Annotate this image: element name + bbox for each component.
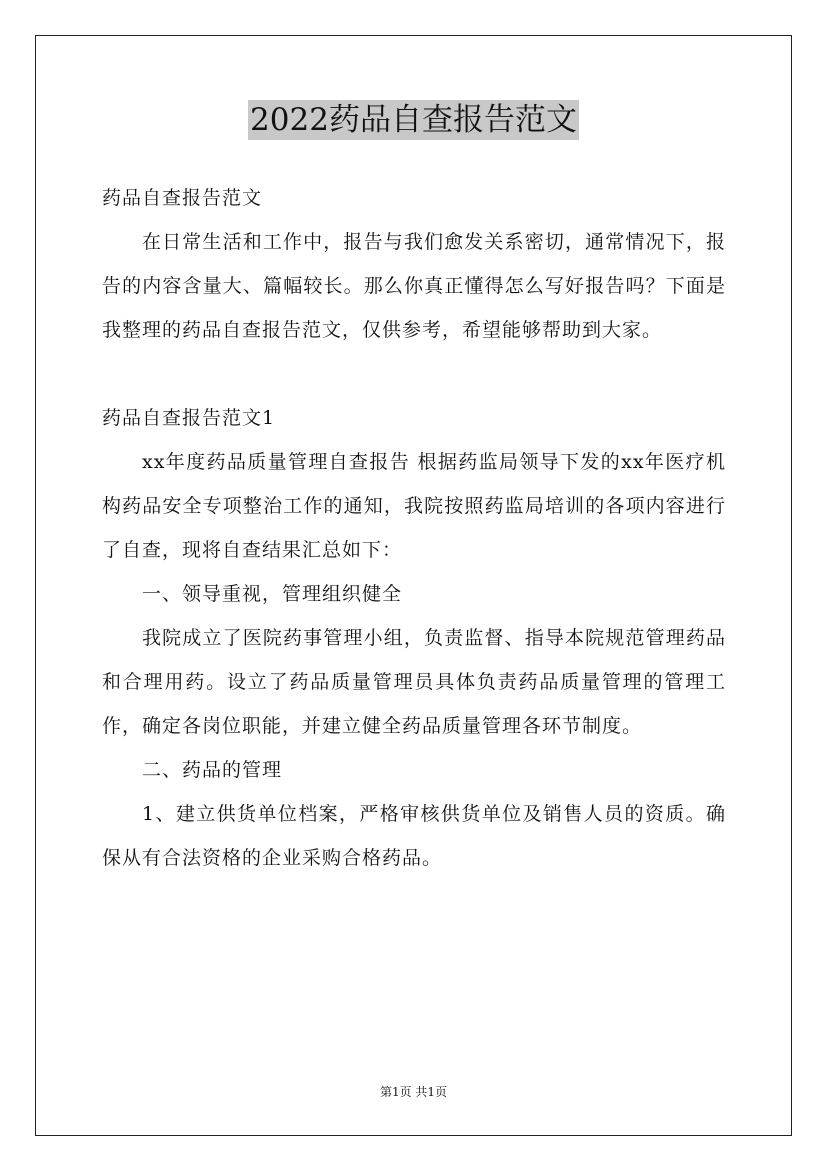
paragraph-report-intro: xx年度药品质量管理自查报告 根据药监局领导下发的xx年医疗机构药品安全专项整治工作的通知，我院按照药监局培训的各项内容进行了自查，现将自查结果汇总如下： <box>102 451 726 561</box>
paragraph-subheading-1: 一、领导重视，管理组织健全 <box>142 583 403 605</box>
document-title: 2022药品自查报告范文 <box>250 102 577 138</box>
paragraph-intro: 在日常生活和工作中，报告与我们愈发关系密切，通常情况下，报告的内容含量大、篇幅较长。那么你真正懂得怎么写好报告吗？下面是我整理的药品自查报告范文，仅供参考，希望能够帮助到大家。 <box>102 231 726 341</box>
blank-line <box>102 352 726 396</box>
page-footer: 第1页 共1页 <box>379 1085 448 1099</box>
paragraph-supplier: 1、建立供货单位档案，严格审核供货单位及销售人员的资质。确保从有合法资格的企业采购合格药品。 <box>102 803 726 869</box>
title-container <box>0 100 827 140</box>
paragraph-management: 我院成立了医院药事管理小组，负责监督、指导本院规范管理药品和合理用药。设立了药品质量管理员具体负责药品质量管理的管理工作，确定各岗位职能，并建立健全药品质量管理各环节制度。 <box>102 627 726 737</box>
paragraph-section-title: 药品自查报告范文1 <box>102 407 276 429</box>
paragraph-heading: 药品自查报告范文 <box>102 187 263 209</box>
document-body <box>102 176 726 880</box>
paragraph-subheading-2: 二、药品的管理 <box>142 759 283 781</box>
